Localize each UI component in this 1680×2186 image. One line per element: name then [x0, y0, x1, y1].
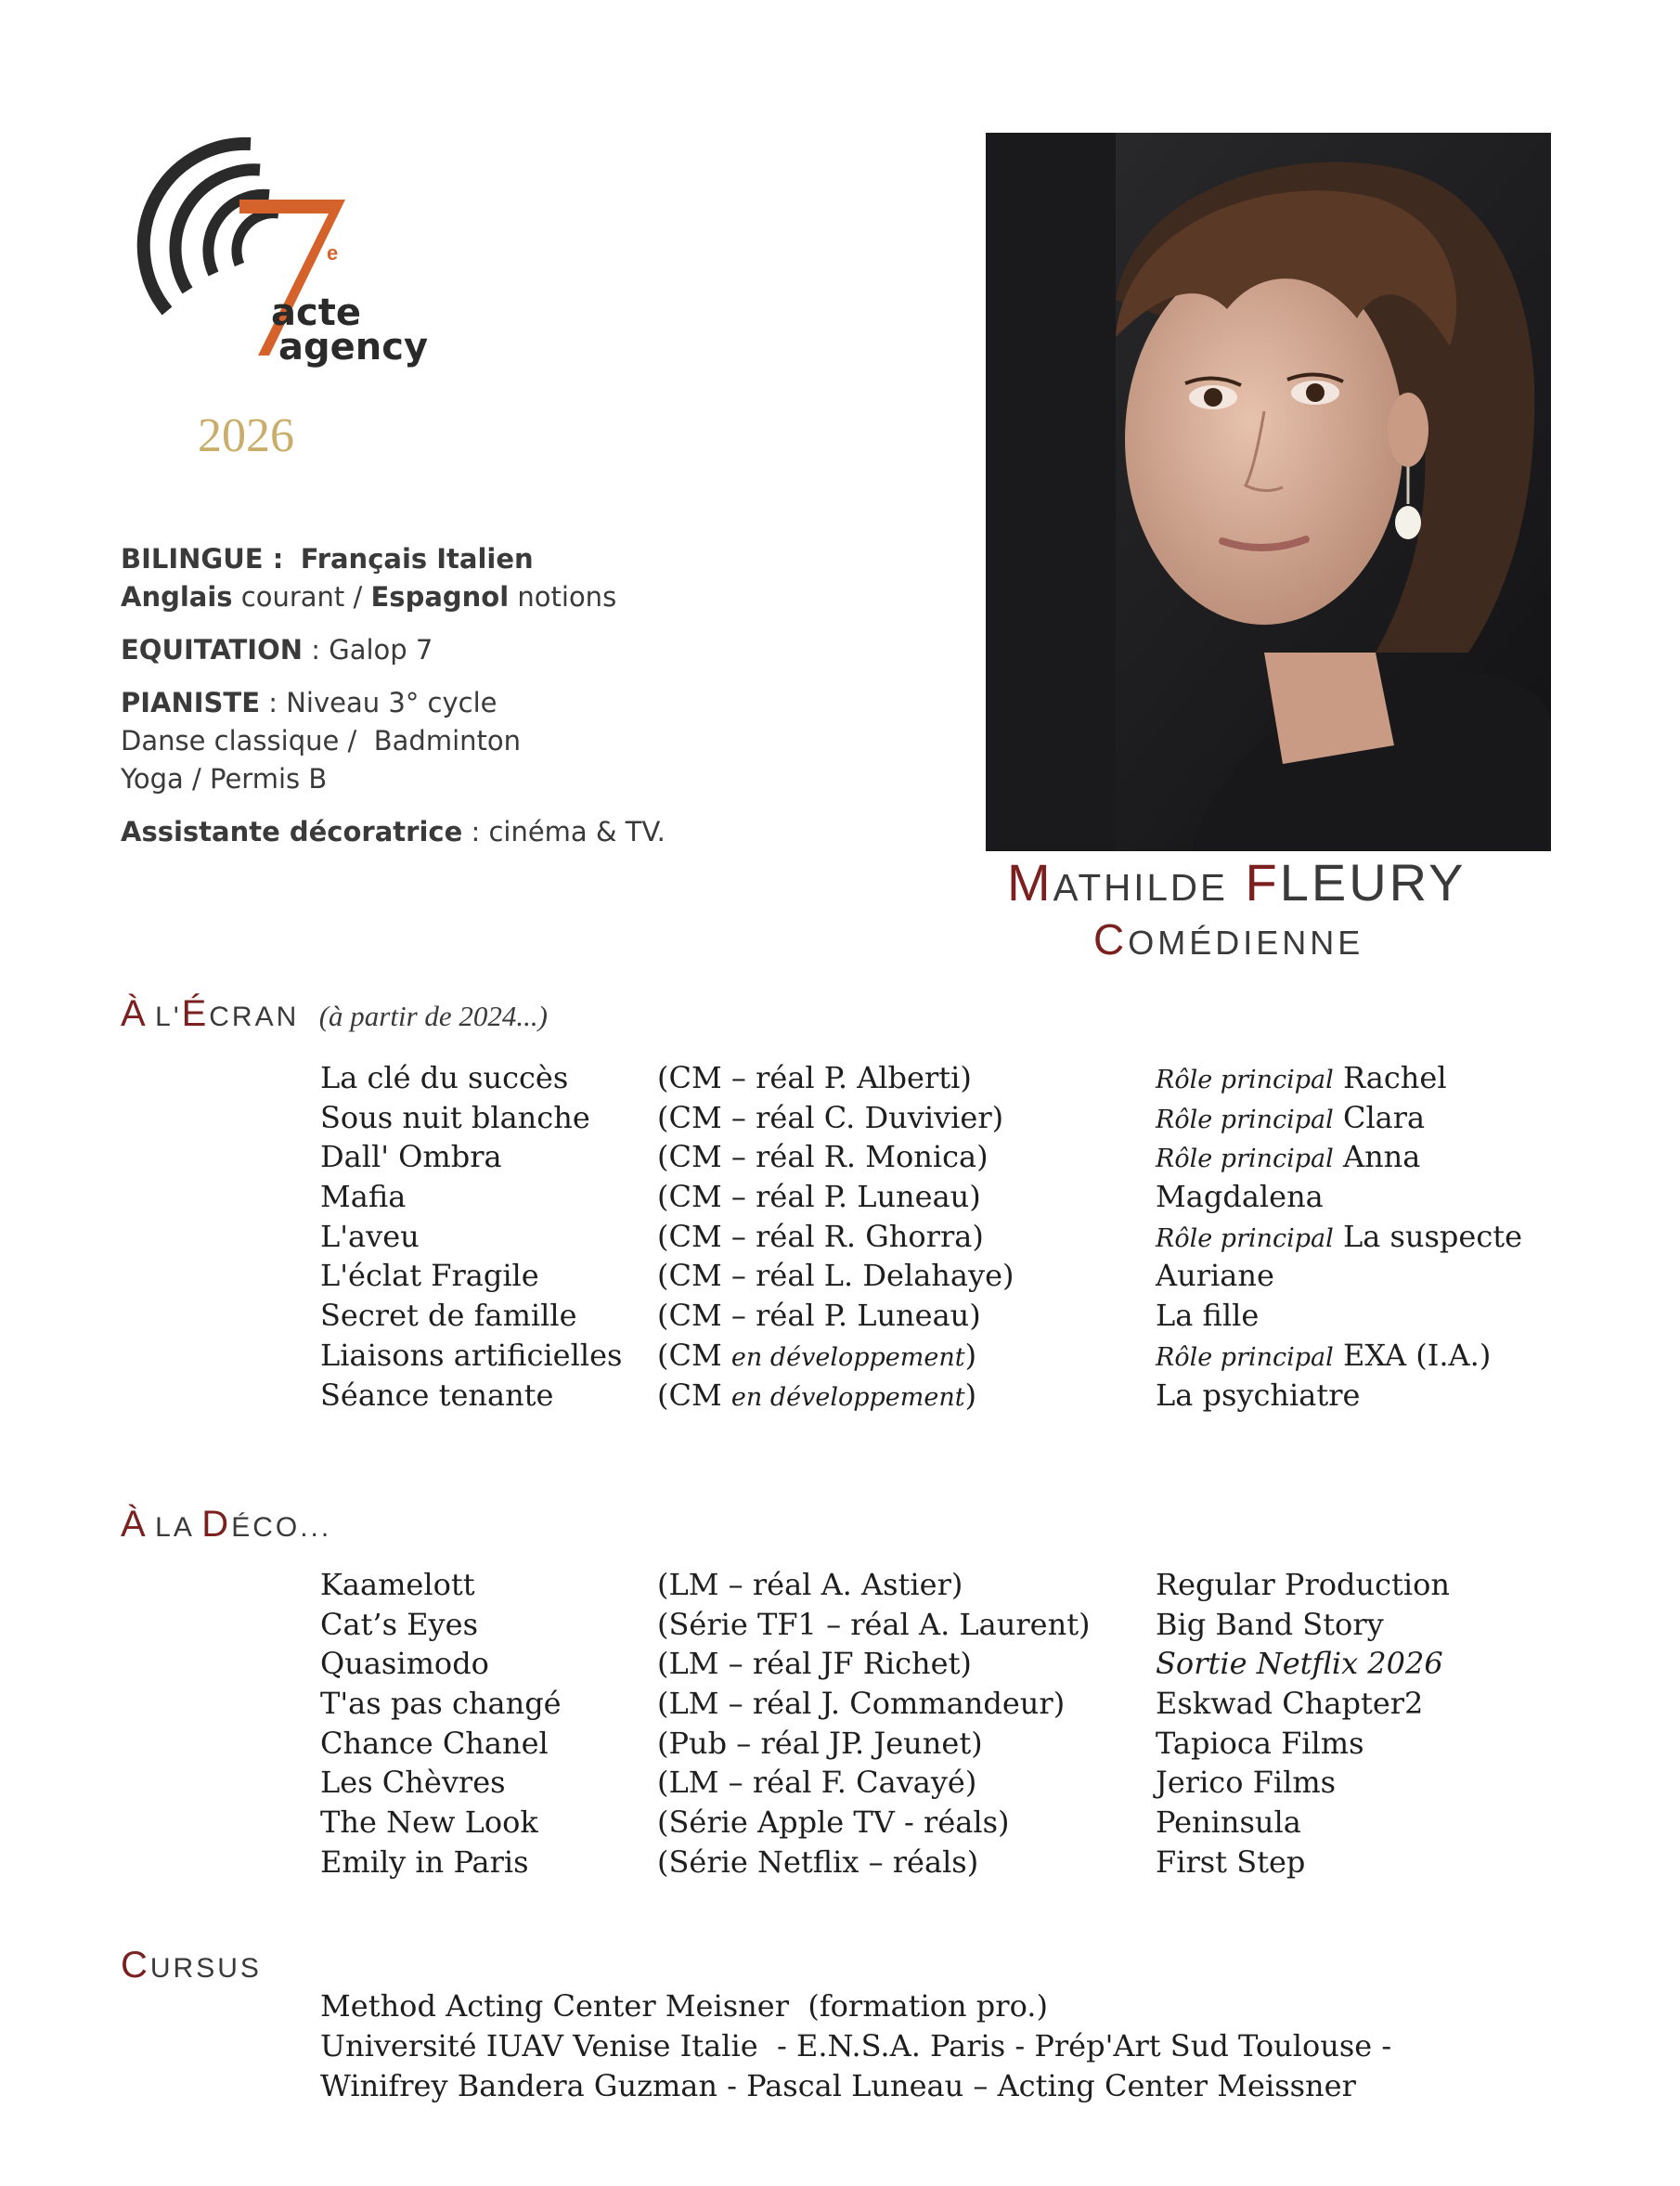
film-info: (CM – réal C. Duvivier) — [657, 1099, 1004, 1135]
yoga-line: Yoga / Permis B — [121, 763, 328, 795]
project-title: Kaamelott — [320, 1567, 475, 1602]
project-info: (LM – réal JF Richet) — [657, 1646, 972, 1682]
film-info: (CM en développement) — [657, 1337, 977, 1373]
film-role: Rôle principal La suspecte — [1156, 1218, 1523, 1254]
film-title: Sous nuit blanche — [320, 1099, 590, 1135]
deco-row — [320, 1567, 1527, 1607]
film-info: (CM en développement) — [657, 1377, 977, 1413]
agency-logo — [130, 125, 429, 376]
film-title: Séance tenante — [320, 1377, 554, 1413]
project-title: T'as pas changé — [320, 1686, 562, 1722]
logo-text-acte: acte — [271, 291, 361, 334]
project-info: (Série Apple TV - réals) — [657, 1804, 1010, 1841]
espagnol-value: notions — [509, 581, 617, 613]
bilingue-value: Français Italien — [300, 543, 534, 575]
project-title: Chance Chanel — [320, 1725, 549, 1761]
role-initial: C — [1093, 915, 1129, 964]
film-info: (CM – réal L. Delahaye) — [657, 1258, 1014, 1294]
deco-title-a: À — [121, 1504, 149, 1545]
film-role: Auriane — [1156, 1258, 1274, 1294]
cursus-title-rest: URSUS — [149, 1953, 262, 1984]
project-production: Tapioca Films — [1156, 1725, 1364, 1761]
film-title: Liaisons artificielles — [320, 1337, 623, 1373]
name-last-rest: LEURY — [1279, 853, 1467, 912]
film-role: Rôle principal Anna — [1156, 1139, 1421, 1175]
project-info: (LM – réal F. Cavayé) — [657, 1765, 977, 1801]
name-first-rest: ATHILDE — [1053, 866, 1228, 909]
film-info: (CM – réal P. Luneau) — [657, 1179, 981, 1215]
section-ecran-title — [121, 993, 548, 1035]
deco-title-d: D — [201, 1504, 232, 1545]
bilingue-line — [121, 540, 956, 578]
deco-title-la: LA — [155, 1512, 195, 1543]
project-production: Jerico Films — [1156, 1765, 1337, 1801]
role-rest: OMÉDIENNE — [1128, 924, 1364, 962]
skills-block — [121, 540, 956, 866]
other-languages-line — [121, 578, 956, 616]
film-role: Magdalena — [1156, 1179, 1324, 1215]
project-info: (Série Netflix – réals) — [657, 1843, 979, 1880]
project-production: Big Band Story — [1156, 1606, 1384, 1642]
pianiste-value: : Niveau 3° cycle — [260, 687, 498, 718]
equitation-value: : Galop 7 — [303, 634, 433, 666]
ecran-row — [320, 1298, 1527, 1338]
film-title: Secret de famille — [320, 1298, 577, 1334]
project-production: Sortie Netflix 2026 — [1156, 1646, 1443, 1682]
deco-row — [320, 1804, 1527, 1844]
pianiste-line — [121, 684, 956, 722]
cursus-line: Method Acting Center Meisner (formation pro.) — [320, 1988, 1048, 2024]
cursus-line: Université IUAV Venise Italie - E.N.S.A. Paris - Prép'Art Sud Toulouse - — [320, 2028, 1392, 2063]
section-cursus-title — [121, 1945, 262, 1986]
equitation-label: EQUITATION — [121, 634, 304, 666]
project-production: First Step — [1156, 1843, 1306, 1880]
year: 2026 — [198, 409, 294, 462]
ecran-row — [320, 1219, 1527, 1259]
project-title: Les Chèvres — [320, 1765, 506, 1801]
film-info: (CM – réal P. Luneau) — [657, 1298, 981, 1334]
project-title: The New Look — [320, 1804, 538, 1841]
section-deco-title — [121, 1504, 331, 1546]
danse-line: Danse classique / Badminton — [121, 725, 522, 757]
assistante-line — [121, 813, 956, 851]
project-production: Eskwad Chapter2 — [1156, 1686, 1424, 1722]
project-info: (Série TF1 – réal A. Laurent) — [657, 1606, 1091, 1642]
ecran-title-e: É — [181, 993, 210, 1034]
project-info: (LM – réal A. Astier) — [657, 1567, 963, 1602]
name-last-initial: F — [1245, 853, 1280, 912]
assistante-value: : cinéma & TV. — [462, 816, 666, 847]
logo-text-agency: agency — [278, 326, 429, 369]
assistante-label: Assistante décoratrice — [121, 816, 463, 847]
film-title: Mafia — [320, 1179, 407, 1215]
profession — [1093, 914, 1363, 964]
film-info: (CM – réal R. Ghorra) — [657, 1218, 984, 1254]
cursus-list — [320, 1986, 1391, 2106]
deco-title-rest: ÉCO... — [231, 1512, 332, 1543]
project-production: Peninsula — [1156, 1804, 1301, 1841]
deco-row — [320, 1844, 1527, 1884]
ecran-row — [320, 1100, 1527, 1140]
ecran-title-l: L' — [155, 1002, 182, 1032]
film-info: (CM – réal P. Alberti) — [657, 1060, 972, 1095]
film-info: (CM – réal R. Monica) — [657, 1139, 989, 1175]
ecran-row — [320, 1258, 1527, 1298]
film-role: Rôle principal Rachel — [1156, 1060, 1447, 1095]
ecran-title-a: À — [121, 993, 149, 1034]
film-role: Rôle principal EXA (I.A.) — [1156, 1337, 1492, 1373]
film-title: La clé du succès — [320, 1060, 569, 1095]
portrait-photo — [986, 133, 1551, 851]
cursus-title-initial: C — [121, 1945, 150, 1986]
film-title: Dall' Ombra — [320, 1139, 502, 1175]
ecran-row — [320, 1060, 1527, 1100]
pianiste-label: PIANISTE — [121, 687, 261, 718]
film-role: Rôle principal Clara — [1156, 1099, 1426, 1135]
project-title: Cat’s Eyes — [320, 1606, 478, 1642]
cursus-line: Winifrey Bandera Guzman - Pascal Luneau – Acting Center Meissner — [320, 2068, 1356, 2103]
project-title: Quasimodo — [320, 1646, 489, 1682]
deco-row — [320, 1646, 1527, 1686]
project-info: (Pub – réal JP. Jeunet) — [657, 1725, 983, 1761]
deco-row — [320, 1765, 1527, 1804]
logo-superscript: e — [327, 241, 339, 265]
ecran-row — [320, 1378, 1527, 1417]
name-first-initial: M — [1007, 853, 1053, 912]
project-production: Regular Production — [1156, 1567, 1450, 1602]
film-role: La fille — [1156, 1298, 1260, 1334]
bilingue-label: BILINGUE : — [121, 543, 284, 575]
project-title: Emily in Paris — [320, 1843, 529, 1880]
film-title: L'aveu — [320, 1218, 420, 1254]
film-role: La psychiatre — [1156, 1377, 1361, 1413]
deco-row — [320, 1686, 1527, 1726]
anglais-label: Anglais — [121, 581, 233, 613]
actress-name — [1007, 852, 1564, 912]
film-title: L'éclat Fragile — [320, 1258, 539, 1294]
project-info: (LM – réal J. Commandeur) — [657, 1686, 1066, 1722]
equitation-line — [121, 631, 956, 669]
ecran-row — [320, 1179, 1527, 1219]
ecran-row — [320, 1139, 1527, 1179]
deco-row — [320, 1607, 1527, 1647]
ecran-table — [320, 1060, 1527, 1416]
ecran-row — [320, 1338, 1527, 1378]
deco-row — [320, 1726, 1527, 1766]
music-sport-group — [121, 684, 956, 798]
espagnol-label: Espagnol — [370, 581, 510, 613]
languages-group — [121, 540, 956, 616]
ecran-title-rest: CRAN — [209, 1002, 300, 1032]
ecran-note: (à partir de 2024...) — [318, 1000, 548, 1032]
deco-table — [320, 1567, 1527, 1884]
anglais-value: courant / — [232, 581, 371, 613]
